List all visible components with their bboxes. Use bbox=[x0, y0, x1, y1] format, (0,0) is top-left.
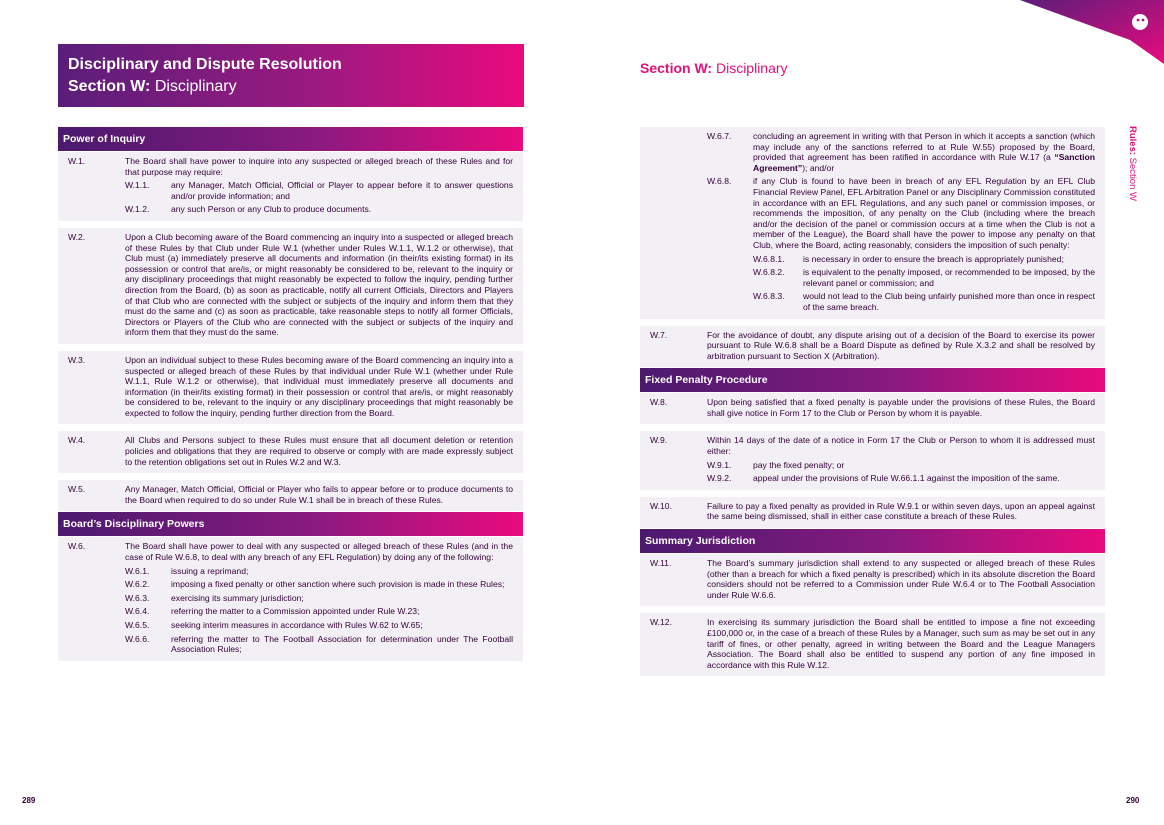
rule-w11: W.11. The Board’s summary jurisdiction shall extend to any suspected or alleged breach of these Rules (other than a breach for which a fixed penalty is prescribed) which in its absolute discretion the Board considers should not be referred to a Commission under Rule W.6.4 or to The Football Association under Rule W.6.6. bbox=[640, 554, 1105, 606]
rule-w6-cont: W.6.7. concluding an agreement in writing with that Person in which it accepts a sanction (which may include any of the sanctions referred to at Rule W.55) proposed by the Board, provided that agreement has been ratified in accordance with Rule W.17 (a “Sanction Agreement”); and/or W.6.8. if any Club is found to have been in breach of any EFL Regulation by an EFL Club Financial Review Panel, EFL Arbitration Panel or any Disciplinary Commission constituted in accordance with an EFL Regulations, and any such panel or commission imposes, or recommends the imposition, of any penalty on the Club (including where the breach and/or the decision of the panel or commission occurs at a time when the Club is not a member of the League), the Board shall have the power to impose any penalty on that Club, where the Board, acting reasonably, considers the imposition of such penalty: W.6.8.1. is necessary in order to ensure the breach is appropriately punished; W.6.8.2. is equivalent to the penalty imposed, or recommended to be imposed, by the relevant panel or commission; and W.6.8.3. would not lead to the Club being unfairly punished more than once in respect of the same breach. bbox=[640, 127, 1105, 319]
rule-w1: W.1. The Board shall have power to inquire into any suspected or alleged breach of these Rules and for that purpose may require: W.1.1. any Manager, Match Official, Official or Player to appear before it to answer questions and/or provide information; and W.1.2. any such Person or any Club to produce documents. bbox=[58, 152, 523, 221]
section-heading-summary-jurisdiction: Summary Jurisdiction bbox=[640, 529, 1105, 553]
side-tab: Rules: Section W bbox=[1127, 126, 1138, 201]
rule-w6: W.6. The Board shall have power to deal with any suspected or alleged breach of these Rules (and in the case of Rule W.6.8, to deal with any breach of any EFL Regulation) by doing any of the following: W.6.1. issuing a reprimand; W.6.2. imposing a fixed penalty or other sanction where such provision is made in these Rules; W.6.3. exercising its summary jurisdiction; W.6.4. referring the matter to a Commission appointed under Rule W.23; W.6.5. seeking interim measures in accordance with Rules W.62 to W.65; W.6.6. referring the matter to The Football Association for determination under The Football Association Rules; bbox=[58, 537, 523, 660]
page-number-left: 289 bbox=[22, 796, 36, 805]
rule-w12: W.12. In exercising its summary jurisdiction the Board shall be entitled to impose a fine not exceeding £100,000 or, in the case of a breach of these Rules by a Manager, such sum as may be set out in any tariff of fines, or other penalty, agreed in writing between the Board and the League Managers Association. The Board shall also be entitled to suspend any portion of any fine imposed in accordance with this Rule W.12. bbox=[640, 613, 1105, 676]
rule-w9: W.9. Within 14 days of the date of a notice in Form 17 the Club or Person to whom it is addressed must either: W.9.1. pay the fixed penalty; or W.9.2. appeal under the provisions of Rule W.66.1.1 against the imposition of the same. bbox=[640, 431, 1105, 489]
right-column bbox=[640, 127, 1105, 676]
page-title: Disciplinary and Dispute Resolution bbox=[68, 56, 342, 73]
rule-w4: W.4. All Clubs and Persons subject to these Rules must ensure that all document deletion or retention policies and obligations that they are required to observe or comply with are made expressly subject to the retention obligations set out in Rules W.2 and W.3. bbox=[58, 431, 523, 473]
section-heading-power-of-inquiry: Power of Inquiry bbox=[58, 127, 523, 151]
rule-w3: W.3. Upon an individual subject to these Rules becoming aware of the Board commencing an inquiry into a suspected or alleged breach of these Rules by that individual under Rule W.1 (whether under Rule W.1.1, Rule W.1.2 or otherwise), that individual must immediately preserve all documents and information (in their/its existing format) in their possession or control that are/is, or might reasonably be considered to be, relevant to the inquiry or any disciplinary proceedings that might reasonably be expected to follow the inquiry, pending further direction from the Board. bbox=[58, 351, 523, 425]
rule-w5: W.5. Any Manager, Match Official, Official or Player who fails to appear before or to produce documents to the Board when required to do so under Rule W.1 shall be in breach of these Rules. bbox=[58, 480, 523, 511]
rule-w7: W.7. For the avoidance of doubt, any dispute arising out of a decision of the Board to exercise its power pursuant to Rule W.6.8 shall be a Board Dispute as defined by Rule X.3.2 and shall be resolved by arbitration pursuant to Section X (Arbitration). bbox=[640, 326, 1105, 368]
section-heading-fixed-penalty: Fixed Penalty Procedure bbox=[640, 368, 1105, 392]
page-number-right: 290 bbox=[1126, 796, 1140, 805]
rule-w2: W.2. Upon a Club becoming aware of the Board commencing an inquiry into a suspected or alleged breach of these Rules by that Club under Rule W.1 (whether under Rules W.1.1, W.1.2 or otherwise), that Club must (a) immediately preserve all documents and information (in their/its existing format) in its possession or control that are/is, or might reasonably be considered to be, relevant to the inquiry or any disciplinary proceedings that might reasonably be expected to follow the inquiry, pending further direction from the Board, (b) as soon as practicable, notify all current Officials, Directors and Players of that Club who are connected with the subject or subjects of the inquiry and inform them that they must do the same and (c) as soon as practicable, take reasonable steps to notify all former Officials, Directors or Players of the Club who are connected with the subject or subjects of the inquiry and inform them that they must do the same. bbox=[58, 228, 523, 344]
rule-w10: W.10. Failure to pay a fixed penalty as provided in Rule W.9.1 or within seven days, upon an appeal against the same being dismissed, shall in either case constitute a breach of these Rules. bbox=[640, 497, 1105, 528]
left-column bbox=[58, 127, 523, 661]
premier-league-lion-icon bbox=[1020, 0, 1164, 64]
right-page-section-title: Section W: Disciplinary bbox=[640, 60, 788, 76]
rule-w8: W.8. Upon being satisfied that a fixed penalty is payable under the provisions of these Rules, the Board shall give notice in Form 17 to the Club or Person by whom it is payable. bbox=[640, 393, 1105, 424]
page-title-box bbox=[58, 44, 524, 107]
page-subtitle: Section W: Disciplinary bbox=[68, 78, 237, 95]
section-heading-disciplinary-powers: Board’s Disciplinary Powers bbox=[58, 512, 523, 536]
